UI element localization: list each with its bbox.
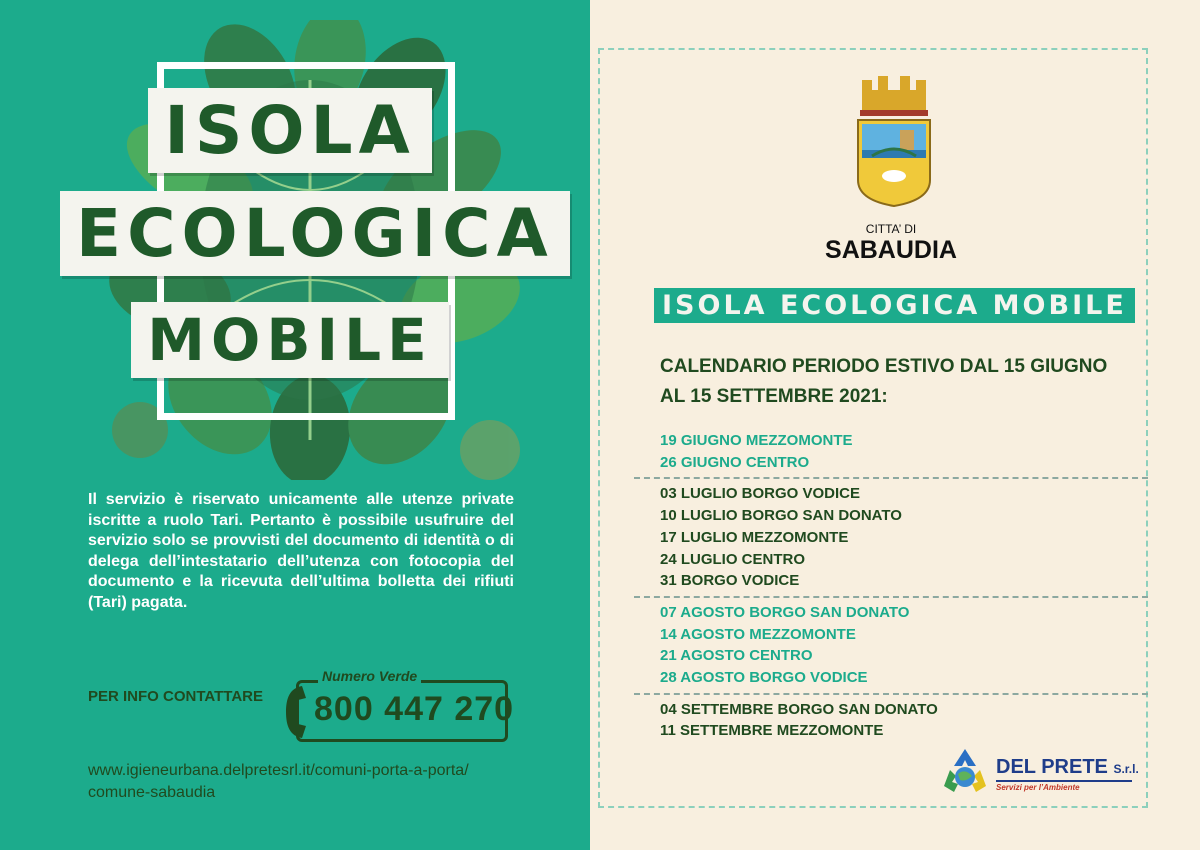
calendar-entry: 10 LUGLIO BORGO SAN DONATO bbox=[660, 507, 902, 525]
calendar-group bbox=[634, 426, 1148, 477]
calendar-panel bbox=[590, 0, 1200, 850]
calendar-entry: 04 SETTEMBRE BORGO SAN DONATO bbox=[660, 700, 938, 718]
company-name bbox=[996, 756, 1139, 779]
calendar-title-text: ISOLA ECOLOGICA MOBILE bbox=[654, 288, 1135, 323]
company-suffix: S.r.l. bbox=[1113, 762, 1139, 776]
calendar-group bbox=[634, 477, 1148, 596]
title-word-ecologica: ECOLOGICA bbox=[60, 191, 570, 276]
website-line-2: comune-sabaudia bbox=[88, 784, 216, 801]
poster-title bbox=[60, 88, 554, 378]
calendar-period bbox=[660, 352, 1140, 412]
service-info-text: Il servizio è riservato unicamente alle utenze private iscritte a ruolo Tari. Pertanto è possibile usufruire del servizio solo se provvisti del documento di identità o di delega dell’intestatario dell’utenza con fotocopia del documento e la ricevuta dell’ultima bolletta dei rifiuti (Tari) pagata. bbox=[88, 491, 514, 611]
calendar-entry: 14 AGOSTO MEZZOMONTE bbox=[660, 625, 856, 643]
calendar-entry: 11 SETTEMBRE MEZZOMONTE bbox=[660, 722, 884, 740]
calendar-group bbox=[634, 693, 1148, 746]
calendar-group bbox=[634, 596, 1148, 693]
company-tagline: Servizi per l’Ambiente bbox=[996, 783, 1080, 792]
calendar-title bbox=[654, 288, 1135, 323]
calendar-entry: 07 AGOSTO BORGO SAN DONATO bbox=[660, 603, 910, 621]
calendar-entry: 31 BORGO VODICE bbox=[660, 572, 800, 590]
city-crest-icon bbox=[852, 72, 936, 208]
calendar-entry: 21 AGOSTO CENTRO bbox=[660, 647, 813, 665]
calendar-groups bbox=[634, 426, 1148, 746]
calendar-entry: 26 GIUGNO CENTRO bbox=[660, 453, 810, 471]
period-line-1: CALENDARIO PERIODO ESTIVO DAL 15 GIUGNO bbox=[660, 356, 1108, 377]
website-link[interactable] bbox=[88, 760, 469, 804]
calendar-entry: 19 GIUGNO MEZZOMONTE bbox=[660, 432, 853, 449]
title-word-mobile: MOBILE bbox=[131, 302, 448, 378]
calendar-entry: 03 LUGLIO BORGO VODICE bbox=[660, 485, 861, 503]
company-name-text: DEL PRETE bbox=[996, 756, 1108, 778]
recycle-globe-icon bbox=[940, 746, 990, 796]
city-prefix: CITTA’ DI bbox=[865, 222, 917, 236]
contact-label: PER INFO CONTATTARE bbox=[88, 688, 263, 705]
phone-label: Numero Verde bbox=[318, 668, 421, 684]
poster-panel bbox=[0, 0, 590, 850]
calendar-entry: 24 LUGLIO CENTRO bbox=[660, 550, 806, 568]
period-line-2: AL 15 SETTEMBRE 2021: bbox=[660, 386, 888, 407]
company-divider bbox=[996, 780, 1132, 782]
calendar-entry: 28 AGOSTO BORGO VODICE bbox=[660, 669, 868, 687]
title-word-isola: ISOLA bbox=[148, 88, 431, 173]
calendar-entry: 17 LUGLIO MEZZOMONTE bbox=[660, 528, 849, 546]
phone-handset-icon bbox=[284, 684, 312, 740]
phone-number[interactable]: 800 447 270 bbox=[314, 690, 515, 728]
city-name: SABAUDIA bbox=[825, 236, 957, 264]
website-line-1: www.igieneurbana.delpretesrl.it/comuni-porta-a-porta/ bbox=[88, 762, 469, 779]
